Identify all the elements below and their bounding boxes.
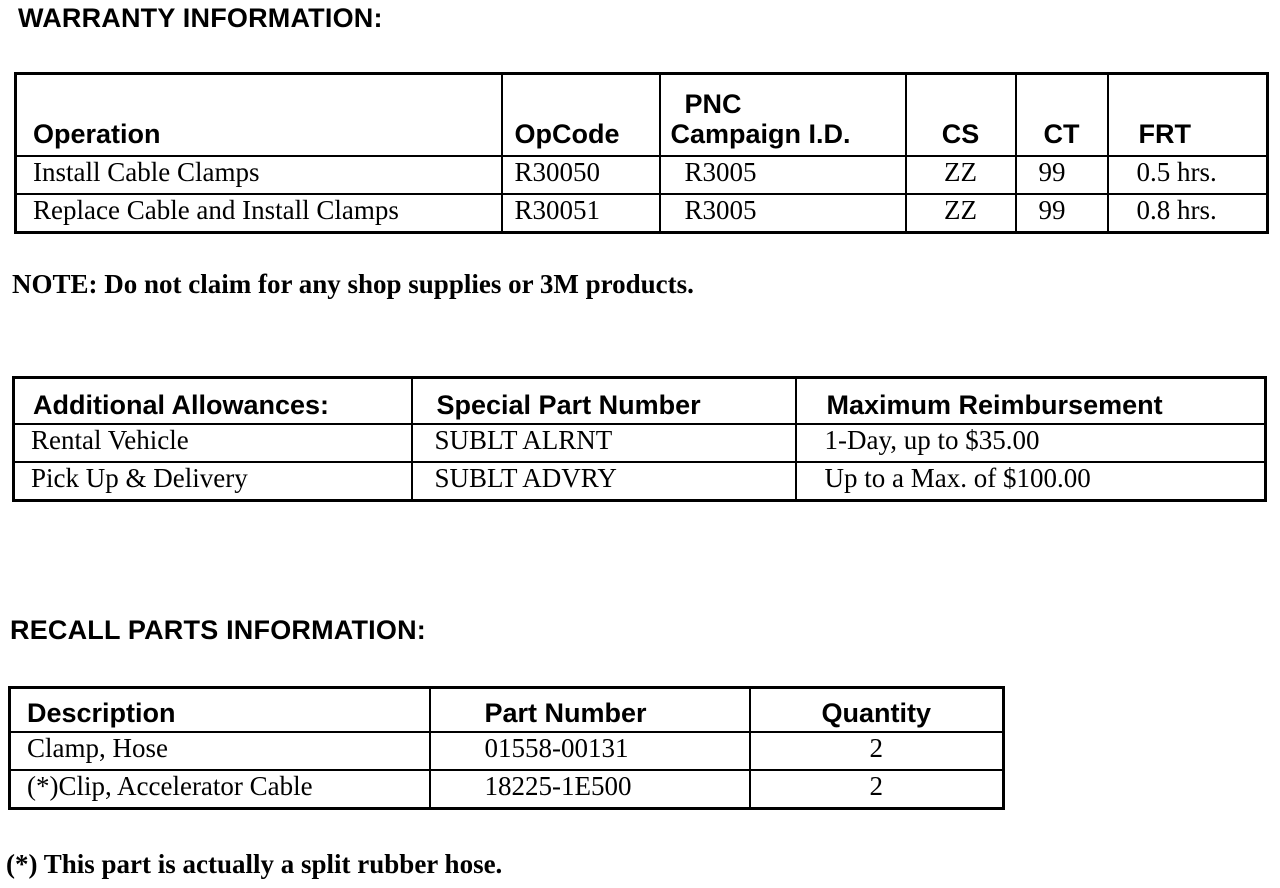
reimbursement-cell: 1-Day, up to $35.00	[796, 424, 1266, 462]
ct-cell: 99	[1016, 194, 1108, 233]
warranty-note: NOTE: Do not claim for any shop supplies or 3M products.	[12, 269, 694, 299]
col-ct: CT	[1016, 74, 1108, 157]
table-row	[14, 462, 1266, 501]
allowances-table	[12, 376, 1267, 502]
recall-parts-heading: RECALL PARTS INFORMATION:	[10, 615, 426, 645]
campaign-id-cell: R3005	[660, 156, 906, 194]
col-campaign-id-label: Campaign I.D.	[670, 119, 851, 149]
col-opcode: OpCode	[502, 74, 660, 157]
allowance-cell: Rental Vehicle	[14, 424, 412, 462]
frt-cell: 0.8 hrs.	[1108, 194, 1268, 233]
description-cell: (*)Clip, Accelerator Cable	[10, 770, 430, 809]
quantity-cell: 2	[750, 732, 1004, 770]
table-row	[16, 156, 1268, 194]
cs-cell: ZZ	[906, 194, 1016, 233]
operation-cell: Replace Cable and Install Clamps	[16, 194, 502, 233]
col-cs: CS	[906, 74, 1016, 157]
warranty-header-row	[16, 74, 1268, 157]
col-quantity: Quantity	[750, 688, 1004, 733]
col-part-number: Part Number	[430, 688, 750, 733]
frt-cell: 0.5 hrs.	[1108, 156, 1268, 194]
recall-parts-table	[8, 686, 1005, 810]
campaign-id-cell: R3005	[660, 194, 906, 233]
ct-cell: 99	[1016, 156, 1108, 194]
special-part-number-cell: SUBLT ALRNT	[412, 424, 796, 462]
col-operation: Operation	[16, 74, 502, 157]
col-pnc-label: PNC	[684, 89, 742, 119]
warranty-table	[14, 72, 1269, 234]
parts-header-row	[10, 688, 1004, 733]
part-number-cell: 18225-1E500	[430, 770, 750, 809]
description-cell: Clamp, Hose	[10, 732, 430, 770]
reimbursement-cell: Up to a Max. of $100.00	[796, 462, 1266, 501]
footnote: (*) This part is actually a split rubber hose.	[6, 849, 503, 879]
col-additional-allowances: Additional Allowances:	[14, 378, 412, 425]
allowances-header-row	[14, 378, 1266, 425]
allowance-cell: Pick Up & Delivery	[14, 462, 412, 501]
col-special-part-number: Special Part Number	[412, 378, 796, 425]
col-frt: FRT	[1108, 74, 1268, 157]
operation-cell: Install Cable Clamps	[16, 156, 502, 194]
col-description: Description	[10, 688, 430, 733]
cs-cell: ZZ	[906, 156, 1016, 194]
quantity-cell: 2	[750, 770, 1004, 809]
part-number-cell: 01558-00131	[430, 732, 750, 770]
table-row	[10, 770, 1004, 809]
special-part-number-cell: SUBLT ADVRY	[412, 462, 796, 501]
table-row	[10, 732, 1004, 770]
opcode-cell: R30051	[502, 194, 660, 233]
opcode-cell: R30050	[502, 156, 660, 194]
warranty-heading: WARRANTY INFORMATION:	[18, 3, 383, 33]
table-row	[16, 194, 1268, 233]
table-row	[14, 424, 1266, 462]
col-maximum-reimbursement: Maximum Reimbursement	[796, 378, 1266, 425]
col-pnc-campaign-id	[660, 74, 906, 157]
